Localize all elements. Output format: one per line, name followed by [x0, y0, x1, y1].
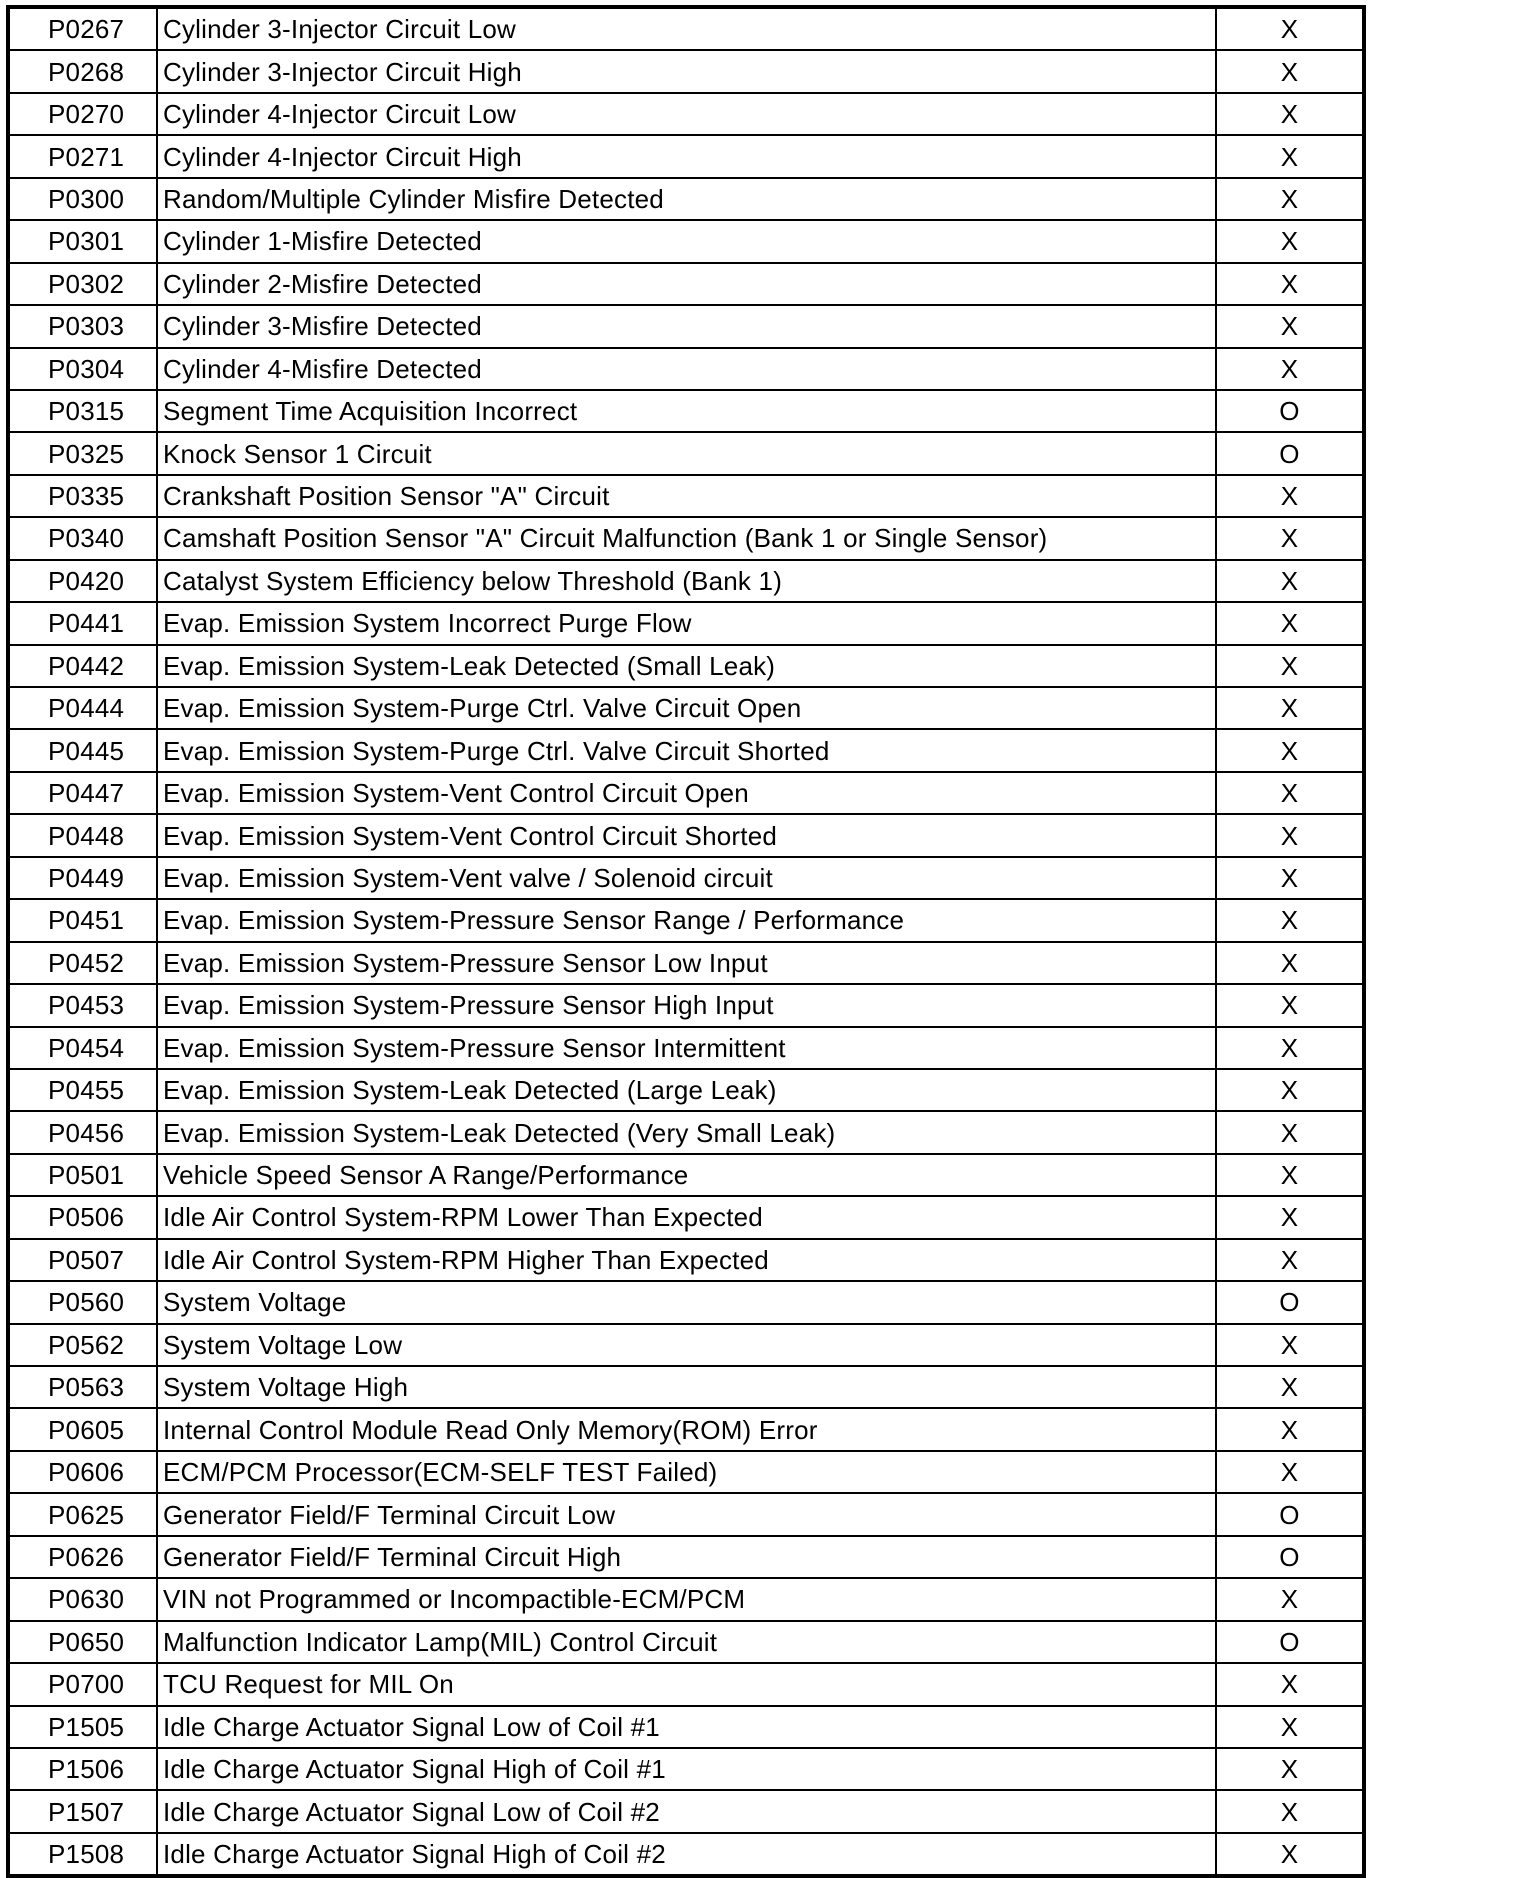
dtc-flag-cell: X [1216, 220, 1364, 262]
dtc-flag-cell: X [1216, 1027, 1364, 1069]
dtc-code-cell: P0315 [8, 390, 157, 432]
table-row [8, 1111, 1364, 1153]
dtc-description-cell: Evap. Emission System-Pressure Sensor Intermittent [157, 1027, 1216, 1069]
dtc-description-cell: Generator Field/F Terminal Circuit High [157, 1536, 1216, 1578]
table-row [8, 1408, 1364, 1450]
dtc-flag-cell: X [1216, 1790, 1364, 1832]
table-row [8, 135, 1364, 177]
dtc-code-cell: P0449 [8, 857, 157, 899]
table-row [8, 602, 1364, 644]
dtc-flag-cell: X [1216, 602, 1364, 644]
dtc-code-cell: P0302 [8, 263, 157, 305]
table-row [8, 942, 1364, 984]
dtc-code-cell: P1505 [8, 1706, 157, 1748]
dtc-code-cell: P0270 [8, 93, 157, 135]
dtc-description-cell: Evap. Emission System-Vent Control Circuit Open [157, 772, 1216, 814]
table-row [8, 1663, 1364, 1705]
dtc-description-cell: ECM/PCM Processor(ECM-SELF TEST Failed) [157, 1451, 1216, 1493]
dtc-description-cell: Camshaft Position Sensor "A" Circuit Malfunction (Bank 1 or Single Sensor) [157, 517, 1216, 559]
dtc-flag-cell: O [1216, 1536, 1364, 1578]
table-row [8, 1451, 1364, 1493]
dtc-description-cell: Cylinder 4-Misfire Detected [157, 348, 1216, 390]
dtc-code-cell: P0300 [8, 178, 157, 220]
dtc-code-cell: P0304 [8, 348, 157, 390]
table-row [8, 1069, 1364, 1111]
dtc-description-cell: Evap. Emission System-Leak Detected (Large Leak) [157, 1069, 1216, 1111]
dtc-flag-cell: X [1216, 135, 1364, 177]
dtc-description-cell: Idle Charge Actuator Signal Low of Coil #1 [157, 1706, 1216, 1748]
dtc-description-cell: Evap. Emission System-Purge Ctrl. Valve Circuit Shorted [157, 729, 1216, 771]
dtc-description-cell: Cylinder 3-Injector Circuit Low [157, 7, 1216, 50]
dtc-description-cell: Idle Charge Actuator Signal High of Coil #1 [157, 1748, 1216, 1790]
dtc-table [6, 5, 1366, 1878]
dtc-description-cell: Cylinder 1-Misfire Detected [157, 220, 1216, 262]
dtc-flag-cell: X [1216, 857, 1364, 899]
table-row [8, 517, 1364, 559]
dtc-description-cell: Cylinder 3-Misfire Detected [157, 305, 1216, 347]
table-row [8, 50, 1364, 92]
dtc-flag-cell: X [1216, 1069, 1364, 1111]
dtc-description-cell: Evap. Emission System-Purge Ctrl. Valve Circuit Open [157, 687, 1216, 729]
dtc-description-cell: Cylinder 4-Injector Circuit Low [157, 93, 1216, 135]
table-row [8, 729, 1364, 771]
dtc-flag-cell: X [1216, 50, 1364, 92]
dtc-code-cell: P1508 [8, 1833, 157, 1876]
table-row [8, 1281, 1364, 1323]
dtc-description-cell: Malfunction Indicator Lamp(MIL) Control Circuit [157, 1621, 1216, 1663]
dtc-flag-cell: X [1216, 560, 1364, 602]
dtc-description-cell: Catalyst System Efficiency below Threshold (Bank 1) [157, 560, 1216, 602]
dtc-code-cell: P0630 [8, 1578, 157, 1620]
dtc-flag-cell: X [1216, 942, 1364, 984]
dtc-flag-cell: X [1216, 93, 1364, 135]
dtc-flag-cell: X [1216, 305, 1364, 347]
dtc-flag-cell: X [1216, 1833, 1364, 1876]
dtc-flag-cell: X [1216, 1706, 1364, 1748]
dtc-flag-cell: X [1216, 1239, 1364, 1281]
table-row [8, 1706, 1364, 1748]
dtc-code-cell: P0563 [8, 1366, 157, 1408]
table-row [8, 305, 1364, 347]
table-row [8, 899, 1364, 941]
dtc-description-cell: System Voltage High [157, 1366, 1216, 1408]
table-row [8, 1536, 1364, 1578]
dtc-flag-cell: X [1216, 1408, 1364, 1450]
table-row [8, 1324, 1364, 1366]
dtc-code-cell: P0445 [8, 729, 157, 771]
dtc-flag-cell: O [1216, 390, 1364, 432]
dtc-flag-cell: X [1216, 772, 1364, 814]
dtc-flag-cell: X [1216, 1663, 1364, 1705]
dtc-table-body [8, 7, 1364, 1876]
dtc-description-cell: Evap. Emission System-Vent Control Circuit Shorted [157, 814, 1216, 856]
dtc-code-cell: P0303 [8, 305, 157, 347]
dtc-description-cell: Crankshaft Position Sensor "A" Circuit [157, 475, 1216, 517]
dtc-code-cell: P0456 [8, 1111, 157, 1153]
dtc-code-cell: P0420 [8, 560, 157, 602]
table-row [8, 432, 1364, 474]
dtc-flag-cell: O [1216, 1621, 1364, 1663]
table-row [8, 1196, 1364, 1238]
dtc-code-cell: P1506 [8, 1748, 157, 1790]
table-row [8, 1154, 1364, 1196]
dtc-description-cell: Internal Control Module Read Only Memory(ROM) Error [157, 1408, 1216, 1450]
table-row [8, 220, 1364, 262]
dtc-flag-cell: X [1216, 475, 1364, 517]
table-row [8, 1366, 1364, 1408]
dtc-flag-cell: O [1216, 1281, 1364, 1323]
dtc-code-cell: P0700 [8, 1663, 157, 1705]
dtc-code-cell: P0455 [8, 1069, 157, 1111]
dtc-description-cell: Idle Charge Actuator Signal High of Coil #2 [157, 1833, 1216, 1876]
table-row [8, 263, 1364, 305]
dtc-code-cell: P0335 [8, 475, 157, 517]
table-row [8, 475, 1364, 517]
dtc-code-cell: P0340 [8, 517, 157, 559]
table-row [8, 1748, 1364, 1790]
dtc-description-cell: Cylinder 2-Misfire Detected [157, 263, 1216, 305]
table-row [8, 984, 1364, 1026]
table-row [8, 1621, 1364, 1663]
table-row [8, 7, 1364, 50]
dtc-flag-cell: O [1216, 432, 1364, 474]
dtc-flag-cell: X [1216, 1324, 1364, 1366]
dtc-code-cell: P0625 [8, 1493, 157, 1535]
dtc-description-cell: Idle Charge Actuator Signal Low of Coil #2 [157, 1790, 1216, 1832]
table-row [8, 1790, 1364, 1832]
dtc-flag-cell: X [1216, 814, 1364, 856]
dtc-description-cell: System Voltage [157, 1281, 1216, 1323]
dtc-flag-cell: X [1216, 729, 1364, 771]
dtc-description-cell: Evap. Emission System-Vent valve / Solenoid circuit [157, 857, 1216, 899]
dtc-code-cell: P0444 [8, 687, 157, 729]
dtc-flag-cell: X [1216, 1578, 1364, 1620]
dtc-code-cell: P0560 [8, 1281, 157, 1323]
dtc-description-cell: Segment Time Acquisition Incorrect [157, 390, 1216, 432]
table-row [8, 93, 1364, 135]
dtc-description-cell: System Voltage Low [157, 1324, 1216, 1366]
dtc-flag-cell: X [1216, 1451, 1364, 1493]
dtc-description-cell: Evap. Emission System-Pressure Sensor Range / Performance [157, 899, 1216, 941]
dtc-flag-cell: X [1216, 984, 1364, 1026]
table-row [8, 1578, 1364, 1620]
dtc-description-cell: Cylinder 4-Injector Circuit High [157, 135, 1216, 177]
dtc-description-cell: Random/Multiple Cylinder Misfire Detected [157, 178, 1216, 220]
table-row [8, 1239, 1364, 1281]
dtc-description-cell: Evap. Emission System-Leak Detected (Very Small Leak) [157, 1111, 1216, 1153]
dtc-code-cell: P0507 [8, 1239, 157, 1281]
dtc-code-cell: P0448 [8, 814, 157, 856]
dtc-flag-cell: X [1216, 263, 1364, 305]
dtc-code-cell: P0325 [8, 432, 157, 474]
dtc-description-cell: Knock Sensor 1 Circuit [157, 432, 1216, 474]
dtc-code-cell: P0268 [8, 50, 157, 92]
dtc-description-cell: Vehicle Speed Sensor A Range/Performance [157, 1154, 1216, 1196]
dtc-code-cell: P0453 [8, 984, 157, 1026]
dtc-code-cell: P0451 [8, 899, 157, 941]
table-row [8, 178, 1364, 220]
dtc-flag-cell: X [1216, 1111, 1364, 1153]
dtc-flag-cell: X [1216, 687, 1364, 729]
dtc-code-cell: P0501 [8, 1154, 157, 1196]
dtc-description-cell: Idle Air Control System-RPM Higher Than Expected [157, 1239, 1216, 1281]
table-row [8, 348, 1364, 390]
dtc-flag-cell: X [1216, 1154, 1364, 1196]
dtc-flag-cell: X [1216, 899, 1364, 941]
dtc-flag-cell: X [1216, 1366, 1364, 1408]
dtc-code-cell: P0605 [8, 1408, 157, 1450]
dtc-description-cell: Evap. Emission System Incorrect Purge Flow [157, 602, 1216, 644]
dtc-code-cell: P0650 [8, 1621, 157, 1663]
table-row [8, 857, 1364, 899]
dtc-description-cell: Evap. Emission System-Leak Detected (Small Leak) [157, 645, 1216, 687]
dtc-description-cell: Generator Field/F Terminal Circuit Low [157, 1493, 1216, 1535]
dtc-code-cell: P0606 [8, 1451, 157, 1493]
dtc-code-cell: P0267 [8, 7, 157, 50]
dtc-flag-cell: X [1216, 7, 1364, 50]
dtc-description-cell: TCU Request for MIL On [157, 1663, 1216, 1705]
dtc-code-cell: P0301 [8, 220, 157, 262]
table-row [8, 390, 1364, 432]
dtc-flag-cell: X [1216, 1748, 1364, 1790]
dtc-code-cell: P1507 [8, 1790, 157, 1832]
dtc-description-cell: Cylinder 3-Injector Circuit High [157, 50, 1216, 92]
dtc-flag-cell: O [1216, 1493, 1364, 1535]
dtc-flag-cell: X [1216, 348, 1364, 390]
dtc-code-cell: P0562 [8, 1324, 157, 1366]
dtc-flag-cell: X [1216, 645, 1364, 687]
dtc-description-cell: Evap. Emission System-Pressure Sensor High Input [157, 984, 1216, 1026]
table-row [8, 645, 1364, 687]
dtc-flag-cell: X [1216, 1196, 1364, 1238]
dtc-code-cell: P0452 [8, 942, 157, 984]
dtc-description-cell: Idle Air Control System-RPM Lower Than Expected [157, 1196, 1216, 1238]
dtc-description-cell: Evap. Emission System-Pressure Sensor Low Input [157, 942, 1216, 984]
dtc-description-cell: VIN not Programmed or Incompactible-ECM/PCM [157, 1578, 1216, 1620]
dtc-flag-cell: X [1216, 517, 1364, 559]
dtc-code-cell: P0442 [8, 645, 157, 687]
dtc-code-cell: P0454 [8, 1027, 157, 1069]
table-row [8, 772, 1364, 814]
dtc-code-cell: P0506 [8, 1196, 157, 1238]
table-row [8, 1493, 1364, 1535]
table-row [8, 687, 1364, 729]
table-row [8, 560, 1364, 602]
dtc-code-cell: P0441 [8, 602, 157, 644]
dtc-flag-cell: X [1216, 178, 1364, 220]
table-row [8, 814, 1364, 856]
dtc-code-cell: P0447 [8, 772, 157, 814]
dtc-code-cell: P0626 [8, 1536, 157, 1578]
table-row [8, 1027, 1364, 1069]
table-row [8, 1833, 1364, 1876]
dtc-code-cell: P0271 [8, 135, 157, 177]
